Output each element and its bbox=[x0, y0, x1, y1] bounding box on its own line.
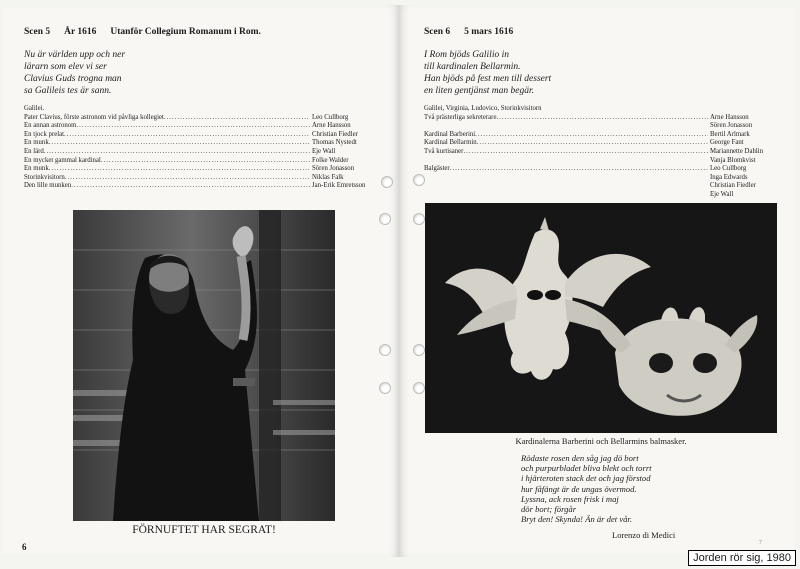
archive-stamp-label: Jorden rör sig, 1980 bbox=[688, 550, 796, 566]
cast-actor: Arne Hansson bbox=[312, 122, 351, 130]
cast-actor: Niklas Falk bbox=[312, 173, 344, 181]
verse-line: sa Galileis tes är sann. bbox=[24, 86, 112, 96]
cast-actor: Vanja Blomkvist bbox=[710, 156, 756, 164]
binder-hole bbox=[379, 213, 391, 225]
cast-row bbox=[424, 114, 774, 123]
binder-hole bbox=[379, 382, 391, 394]
poem-line: Lyssna, ack rosen frisk i maj bbox=[521, 493, 619, 504]
cast-role: En lärd bbox=[24, 147, 44, 155]
right-page bbox=[399, 5, 794, 557]
cast-role: Två prästerliga sekreterare bbox=[424, 113, 497, 121]
verse-line: Han bjöds på fest men till dessert bbox=[424, 74, 552, 84]
medici-poem bbox=[521, 453, 652, 524]
left-photo-caption: FÖRNUFTET HAR SEGRAT! bbox=[132, 524, 276, 536]
verse-line: Nu är världen upp och ner bbox=[24, 50, 126, 60]
dot-leader bbox=[477, 139, 708, 148]
dot-leader bbox=[164, 114, 310, 123]
cast-actor: Folke Walder bbox=[312, 156, 349, 164]
cast-role: Storinkvisitorn bbox=[24, 173, 65, 181]
cast-role: Balgäster bbox=[424, 165, 450, 173]
cast-row bbox=[424, 174, 774, 183]
cast-actor: Leo Cullborg bbox=[710, 165, 747, 173]
poem-line: Bryt den! Skynda! Än är det vår. bbox=[521, 514, 632, 525]
dot-leader bbox=[101, 157, 310, 166]
poem-line: dör bort; förgår bbox=[521, 504, 577, 515]
scene-5-header bbox=[24, 27, 261, 37]
cast-row bbox=[24, 148, 374, 157]
cast-row bbox=[24, 122, 374, 131]
dot-leader bbox=[71, 182, 310, 191]
cast-row bbox=[24, 139, 374, 148]
cast-actor: Sören Jonasson bbox=[710, 122, 753, 130]
cast-role: En annan astronom bbox=[24, 122, 77, 130]
cast-row bbox=[424, 122, 774, 131]
cast-actor: Jan-Erik Emretsson bbox=[312, 182, 366, 190]
dot-leader bbox=[49, 139, 310, 148]
right-photo-caption: Kardinalerna Barberini och Bellarmins balmasker. bbox=[515, 436, 687, 446]
cast-actor: Eje Wall bbox=[710, 190, 734, 198]
cast-row bbox=[24, 131, 374, 140]
dot-leader bbox=[450, 165, 708, 174]
page-number-right: 7 bbox=[759, 540, 762, 546]
verse-line: I Rom bjöds Galilio in bbox=[424, 50, 509, 60]
cast-role: En tjock prelat bbox=[24, 130, 65, 138]
cast-row bbox=[424, 139, 774, 148]
masks-photo bbox=[425, 203, 777, 433]
binder-hole bbox=[413, 382, 425, 394]
binder-hole bbox=[379, 344, 391, 356]
cast-actor: Leo Cullborg bbox=[312, 113, 349, 121]
cast-row bbox=[424, 157, 774, 166]
dot-leader bbox=[76, 122, 310, 131]
cast-actor: Arne Hansson bbox=[710, 113, 749, 121]
dot-leader bbox=[475, 131, 708, 140]
scene-5-label: Scen 5 bbox=[24, 27, 51, 37]
dot-leader bbox=[49, 165, 310, 174]
cast-role: Två kurtisaner bbox=[424, 147, 464, 155]
poem-line: hur fåfängt är de ungas övermod. bbox=[521, 483, 637, 494]
cast-actor: Christian Fiedler bbox=[312, 130, 358, 138]
scene-6-header bbox=[424, 27, 513, 37]
cast-actor: Mariannette Dahlin bbox=[710, 147, 764, 155]
cast-row bbox=[24, 182, 374, 191]
dot-leader bbox=[65, 174, 310, 183]
cast-row bbox=[24, 165, 374, 174]
actor-photo-illustration bbox=[73, 210, 335, 521]
cast-row bbox=[424, 191, 774, 200]
cast-role: En mycket gammal kardinal bbox=[24, 156, 101, 164]
dot-leader bbox=[64, 131, 310, 140]
scene-6-cast-list bbox=[424, 105, 774, 200]
scene-5-year: År 1616 bbox=[64, 27, 97, 37]
poem-author: Lorenzo di Medici bbox=[612, 530, 676, 540]
cast-row bbox=[424, 182, 774, 191]
binder-hole bbox=[381, 176, 393, 188]
cast-role: Kardinal Barberini bbox=[424, 130, 476, 138]
dot-leader bbox=[496, 114, 708, 123]
cast-actor: Sören Jonasson bbox=[312, 165, 355, 173]
cast-actor: Eje Wall bbox=[312, 147, 336, 155]
cast-role: En munk bbox=[24, 139, 49, 147]
scene-6-date: 5 mars 1616 bbox=[464, 27, 514, 37]
cast-actor: Inga Edwards bbox=[710, 173, 748, 181]
left-page bbox=[3, 5, 399, 557]
lead-character: Galilei. bbox=[24, 105, 45, 112]
dot-leader bbox=[44, 148, 310, 157]
masks-photo-illustration bbox=[425, 203, 777, 433]
verse-line: en liten gentjänst man begär. bbox=[424, 86, 535, 96]
cast-actor: Bertil Arlmark bbox=[710, 130, 750, 138]
poem-line: i hjärteroten stack det och jag förstod bbox=[521, 473, 651, 484]
cast-row bbox=[24, 157, 374, 166]
verse-line: till kardinalen Bellarmin. bbox=[424, 62, 521, 72]
dot-leader bbox=[463, 148, 708, 157]
scene-5-verse bbox=[24, 49, 125, 97]
cast-role: Kardinal Bellarmin bbox=[424, 139, 477, 147]
cast-role: Pater Clavius, förste astronom vid påvliga kollegiet bbox=[24, 113, 164, 121]
scene-6-label: Scen 6 bbox=[424, 27, 451, 37]
binder-hole bbox=[413, 174, 425, 186]
cast-role: En munk bbox=[24, 165, 49, 173]
binder-hole bbox=[413, 213, 425, 225]
cast-row bbox=[24, 114, 374, 123]
verse-line: lärarn som elev vi ser bbox=[24, 62, 107, 72]
page-number-left: 6 bbox=[22, 542, 27, 552]
scene-5-location: Utanför Collegium Romanum i Rom. bbox=[110, 27, 261, 37]
poem-line: Rödaste rosen den såg jag dö bort bbox=[521, 453, 639, 463]
verse-line: Clavius Guds trogna man bbox=[24, 74, 122, 84]
cast-actor: Christian Fiedler bbox=[710, 182, 756, 190]
cast-actor: George Fant bbox=[710, 139, 744, 147]
cast-role: Den lille munken bbox=[24, 182, 72, 190]
cast-row bbox=[24, 174, 374, 183]
galilei-stage-photo bbox=[73, 210, 335, 521]
lead-character: Galilei, Virginia, Ludovico, Storinkvisitorn bbox=[424, 105, 542, 112]
scene-6-verse bbox=[424, 49, 551, 97]
cast-row bbox=[424, 131, 774, 140]
scene-5-cast-list bbox=[24, 105, 374, 191]
cast-row bbox=[424, 165, 774, 174]
cast-actor: Thomas Nystedt bbox=[312, 139, 357, 147]
poem-line: och purpurbladet bliva blekt och torrt bbox=[521, 463, 652, 474]
binder-hole bbox=[413, 344, 425, 356]
cast-row bbox=[424, 148, 774, 157]
